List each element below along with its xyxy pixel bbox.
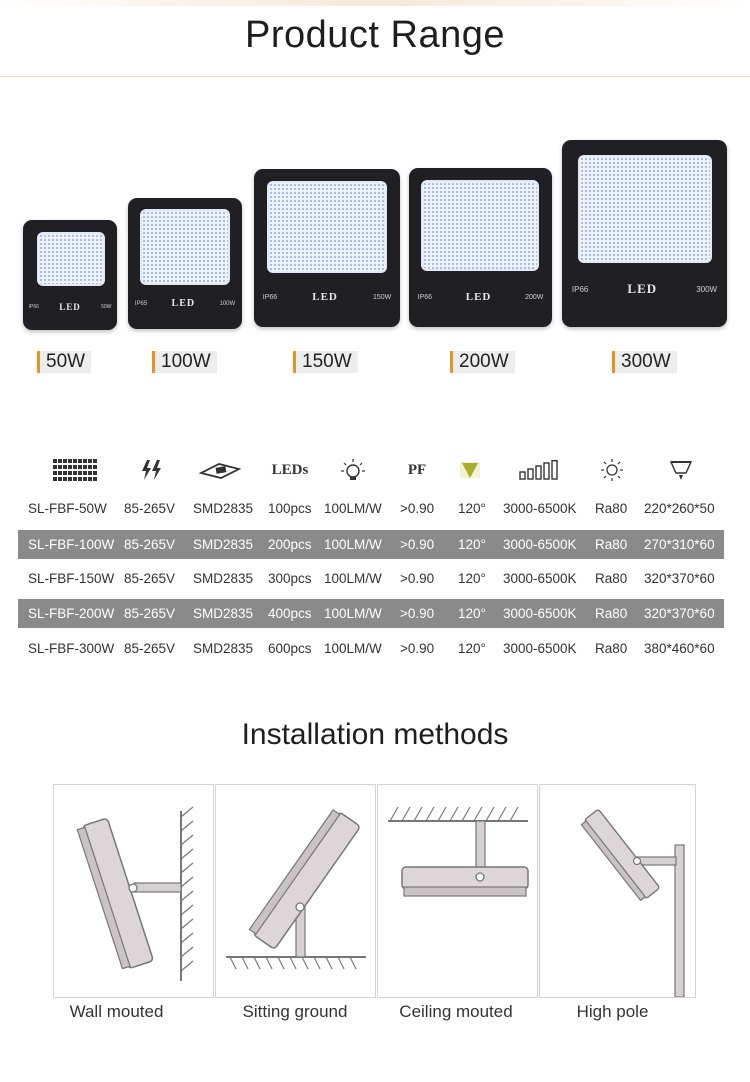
efficacy-cell: 100LM/W	[324, 571, 382, 586]
wattage-label-300w: 300W	[612, 351, 677, 373]
cct-cell: 3000-6500K	[503, 606, 577, 621]
cct-cell: 3000-6500K	[503, 501, 577, 516]
caption-high-pole: High pole	[576, 1002, 649, 1021]
caption-ceiling-mounted: Ceiling mouted	[399, 1002, 513, 1021]
cct-cell: 3000-6500K	[503, 571, 577, 586]
cri-cell: Ra80	[595, 641, 628, 656]
model-cell: SL-FBF-100W	[28, 537, 115, 552]
cri-cell: Ra80	[595, 537, 628, 552]
pf-cell: >0.90	[400, 571, 435, 586]
led-count-cell: 400pcs	[268, 606, 312, 621]
beam-angle-cell: 120°	[458, 606, 486, 621]
size-cell: 320*370*60	[644, 571, 715, 586]
efficacy-bulb-icon	[340, 456, 366, 484]
cri-cell: Ra80	[595, 501, 628, 516]
cct-cell: 3000-6500K	[503, 537, 577, 552]
led-count-cell: 100pcs	[268, 501, 312, 516]
wattage-label-100w: 100W	[152, 351, 217, 373]
led-count-cell: 200pcs	[268, 537, 312, 552]
installation-title: Installation methods	[241, 718, 509, 751]
led-count-cell: 600pcs	[268, 641, 312, 656]
caption-sitting-ground: Sitting ground	[242, 1002, 348, 1021]
voltage-cell: 85-265V	[124, 641, 176, 656]
ground-mount-diagram	[215, 784, 376, 998]
wall-mount-diagram	[53, 784, 214, 998]
voltage-cell: 85-265V	[124, 571, 176, 586]
efficacy-cell: 100LM/W	[324, 641, 382, 656]
chip-grid-icon	[53, 456, 97, 484]
chip-cell: SMD2835	[193, 501, 254, 516]
led-chip-icon	[198, 456, 242, 484]
size-cell: 220*260*50	[644, 501, 715, 516]
model-cell: SL-FBF-200W	[28, 606, 115, 621]
model-cell: SL-FBF-150W	[28, 571, 115, 586]
floodlight-150w: IP66 LED 150W	[254, 169, 400, 327]
pf-cell: >0.90	[400, 606, 435, 621]
title-divider	[0, 76, 750, 77]
spec-row-150w	[18, 564, 724, 593]
caption-wall-mounted: Wall mouted	[69, 1002, 164, 1021]
voltage-icon	[140, 456, 166, 484]
wattage-label-200w: 200W	[450, 351, 515, 373]
chip-cell: SMD2835	[193, 641, 254, 656]
leds-text-icon: LEDs	[271, 461, 309, 478]
size-cell: 320*370*60	[644, 606, 715, 621]
wattage-label-150w: 150W	[293, 351, 358, 373]
dimension-icon	[668, 456, 694, 484]
pf-cell: >0.90	[400, 501, 435, 516]
model-cell: SL-FBF-300W	[28, 641, 115, 656]
beam-angle-cell: 120°	[458, 537, 486, 552]
efficacy-cell: 100LM/W	[324, 501, 382, 516]
beam-angle-cell: 120°	[458, 501, 486, 516]
cct-bars-icon	[519, 456, 559, 484]
spec-row-300w	[18, 634, 724, 663]
spec-row-100w	[18, 530, 724, 559]
efficacy-cell: 100LM/W	[324, 537, 382, 552]
ceiling-mount-diagram	[377, 784, 538, 998]
pf-cell: >0.90	[400, 537, 435, 552]
chip-cell: SMD2835	[193, 571, 254, 586]
size-cell: 380*460*60	[644, 641, 715, 656]
wattage-label-50w: 50W	[37, 351, 91, 373]
efficacy-cell: 100LM/W	[324, 606, 382, 621]
pf-text-icon: PF	[407, 461, 427, 478]
beam-angle-cell: 120°	[458, 571, 486, 586]
floodlight-300w: IP66 LED 300W	[562, 140, 727, 327]
cri-cell: Ra80	[595, 571, 628, 586]
led-count-cell: 300pcs	[268, 571, 312, 586]
cri-cell: Ra80	[595, 606, 628, 621]
voltage-cell: 85-265V	[124, 501, 176, 516]
size-cell: 270*310*60	[644, 537, 715, 552]
floodlight-50w: IP66 LED 50W	[23, 220, 117, 330]
chip-cell: SMD2835	[193, 606, 254, 621]
page-title: Product Range	[245, 14, 505, 56]
beam-angle-icon	[458, 456, 482, 484]
voltage-cell: 85-265V	[124, 606, 176, 621]
cri-sun-icon	[600, 456, 624, 484]
voltage-cell: 85-265V	[124, 537, 176, 552]
floodlight-100w: IP65 LED 100W	[128, 198, 242, 329]
cct-cell: 3000-6500K	[503, 641, 577, 656]
chip-cell: SMD2835	[193, 537, 254, 552]
pole-mount-diagram	[539, 784, 696, 998]
pf-cell: >0.90	[400, 641, 435, 656]
spec-row-200w	[18, 599, 724, 628]
floodlight-200w: IP66 LED 200W	[409, 168, 552, 327]
top-accent	[0, 0, 750, 6]
spec-row-50w	[18, 494, 724, 523]
model-cell: SL-FBF-50W	[28, 501, 107, 516]
beam-angle-cell: 120°	[458, 641, 486, 656]
